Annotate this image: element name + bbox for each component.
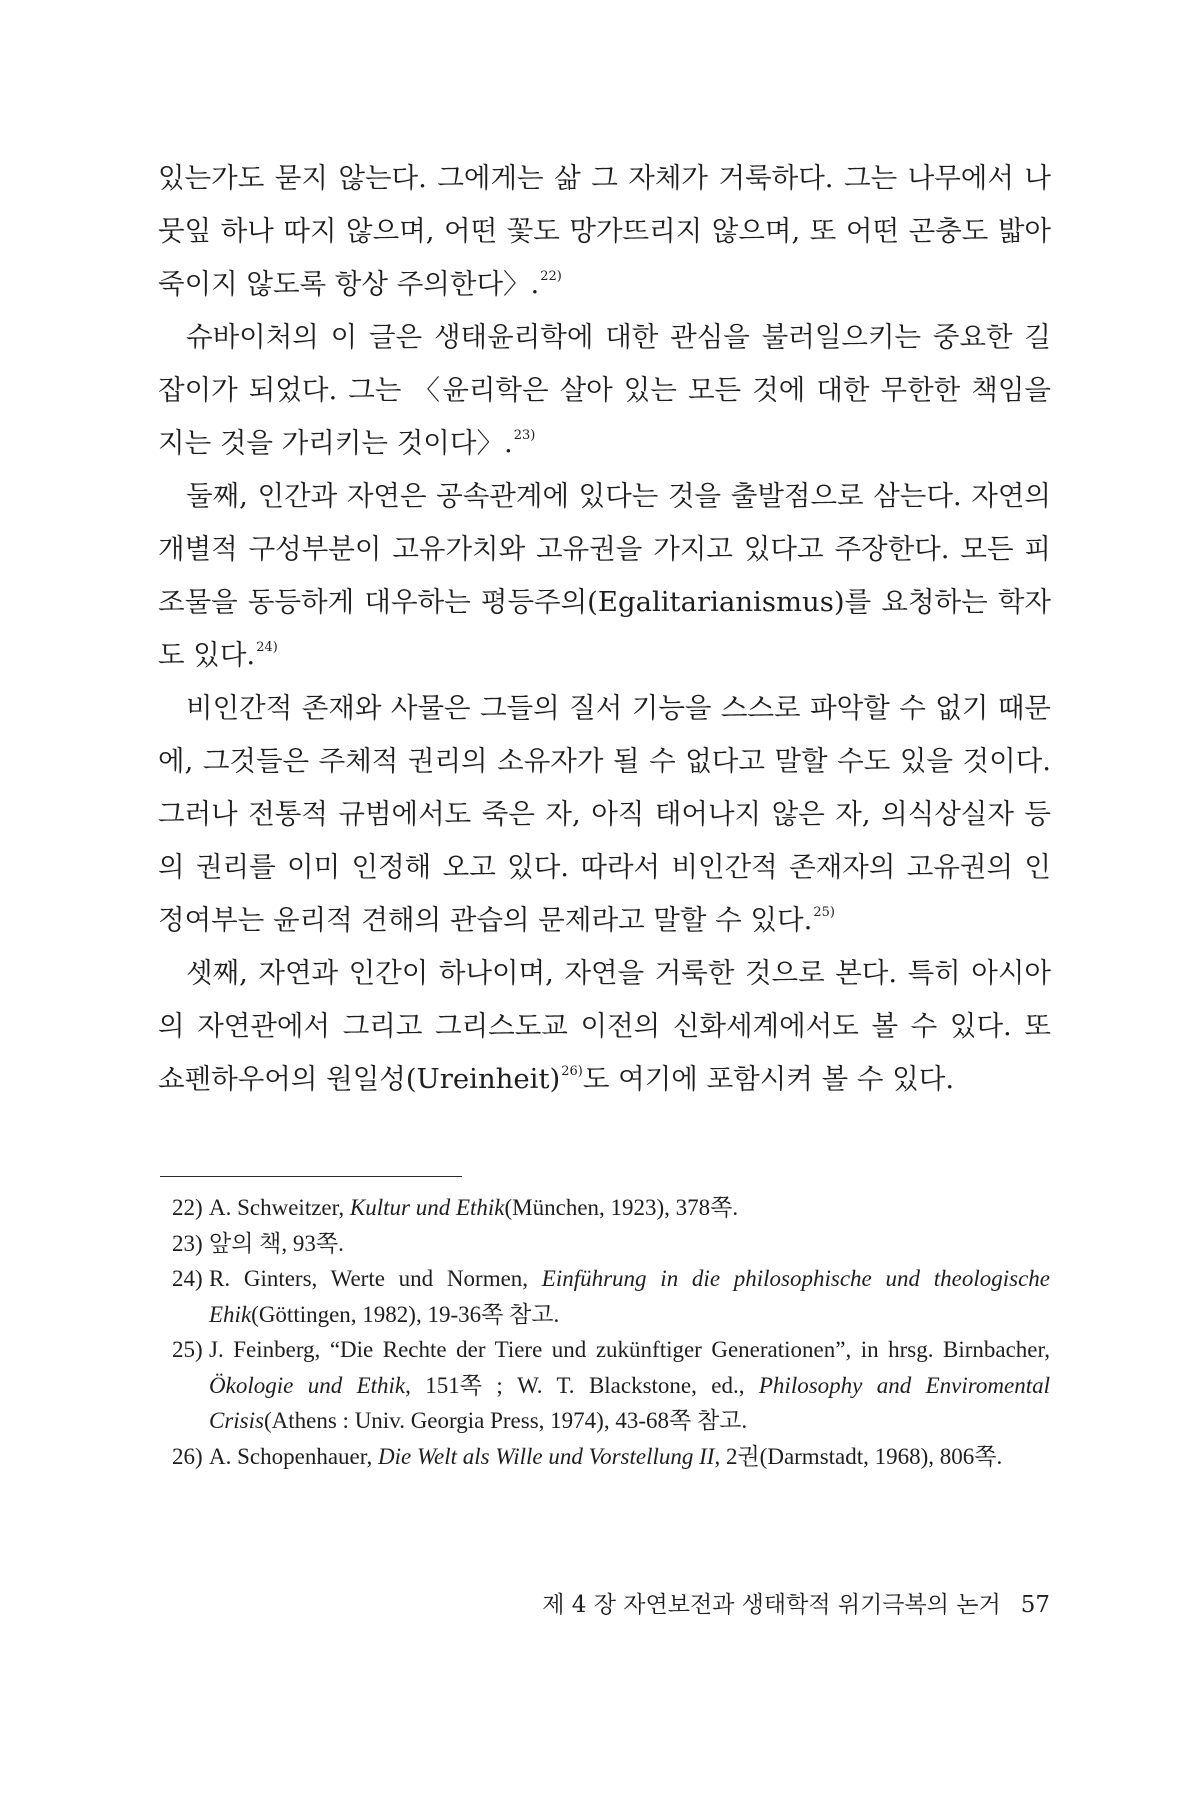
page-footer [486,1590,1050,1620]
page-number: 57 [1020,1592,1050,1618]
chapter-title: 제 4 장 자연보전과 생태학적 위기극복의 논거 [542,1592,1001,1618]
footnote-number: 22) [172,1195,203,1220]
paragraph: 셋째, 자연과 인간이 하나이며, 자연을 거룩한 것으로 본다. 특히 아시아의 자연관에서 그리고 그리스도교 이전의 신화세계에서도 볼 수 있다. 또 쇼펜하우어의 원일성(Ureinheit)$^{26)}$도 여기에 포함시켜 볼 수 있다. [158,957,1051,1095]
footnote-number: 25) [172,1337,203,1362]
body-text [158,152,1051,1106]
footnote-divider [160,1176,462,1177]
paragraph: 있는가도 묻지 않는다. 그에게는 삶 그 자체가 거룩하다. 그는 나무에서 나뭇잎 하나 따지 않으며, 어떤 꽃도 망가뜨리지 않으며, 또 어떤 곤충도 밟아 죽이지 않도록 항상 주의한다〉.$^{22)}$ [158,162,1051,300]
footnote-ref[interactable]: 24) [256,640,278,655]
footnote-ref[interactable]: 22) [540,269,562,284]
footnote-ref[interactable]: 23) [513,428,536,443]
footnote-ref[interactable]: 26) [561,1064,583,1079]
paragraph: 둘째, 인간과 자연은 공속관계에 있다는 것을 출발점으로 삼는다. 자연의 개별적 구성부분이 고유가치와 고유권을 가지고 있다고 주장한다. 모든 피조물을 동등하게 대우하는 평등주의(Egalitarianismus)를 요청하는 학자도 있다.$^{24)}$ [158,480,1051,671]
footnote-24: 24) R. Ginters, Werte und Normen, Einführung in die philosophische und theologische Ehik(Göttingen, 1982), 19-36쪽 참고. [172,1261,1050,1332]
footnote-number: 24) [172,1266,203,1291]
footnote-26: 26) A. Schopenhauer, Die Welt als Wille und Vorstellung II, 2권(Darmstadt, 1968), 806쪽. [172,1439,1050,1475]
footnote-number: 26) [172,1443,203,1469]
footnote-ref[interactable]: 25) [813,905,835,920]
paragraph: 비인간적 존재와 사물은 그들의 질서 기능을 스스로 파악할 수 없기 때문에, 그것들은 주체적 권리의 소유자가 될 수 없다고 말할 수도 있을 것이다. 그러나 전통적 규범에서도 죽은 자, 아직 태어나지 않은 자, 의식상실자 등의 권리를 이미 인정해 오고 있다. 따라서 비인간적 존재자의 고유권의 인정여부는 윤리적 견해의 관습의 문제라고 말할 수 있다.$^{25)}$ [158,692,1051,936]
paragraph: 슈바이처의 이 글은 생태윤리학에 대한 관심을 불러일으키는 중요한 길잡이가 되었다. 그는 〈윤리학은 살아 있는 모든 것에 대한 무한한 책임을 지는 것을 가리키는 것이다〉.$^{23)}$ [158,321,1051,459]
footnote-22: 22) A. Schweitzer, Kultur und Ethik(München, 1923), 378쪽. [172,1190,1050,1226]
footnote-25: 25) J. Feinberg, “Die Rechte der Tiere und zukünftiger Generationen”, in hrsg. Birnbacher, Ökologie und Ethik, 151쪽 ; W. T. Blackstone, ed., Philosophy and Enviromental Crisis(Athens : Univ. Georgia Press, 1974), 43-68쪽 참고. [172,1332,1050,1439]
footnote-number: 23) [172,1230,203,1256]
footnote-23: 23) 앞의 책, 93쪽. [172,1226,1050,1262]
footnotes [172,1190,1050,1474]
